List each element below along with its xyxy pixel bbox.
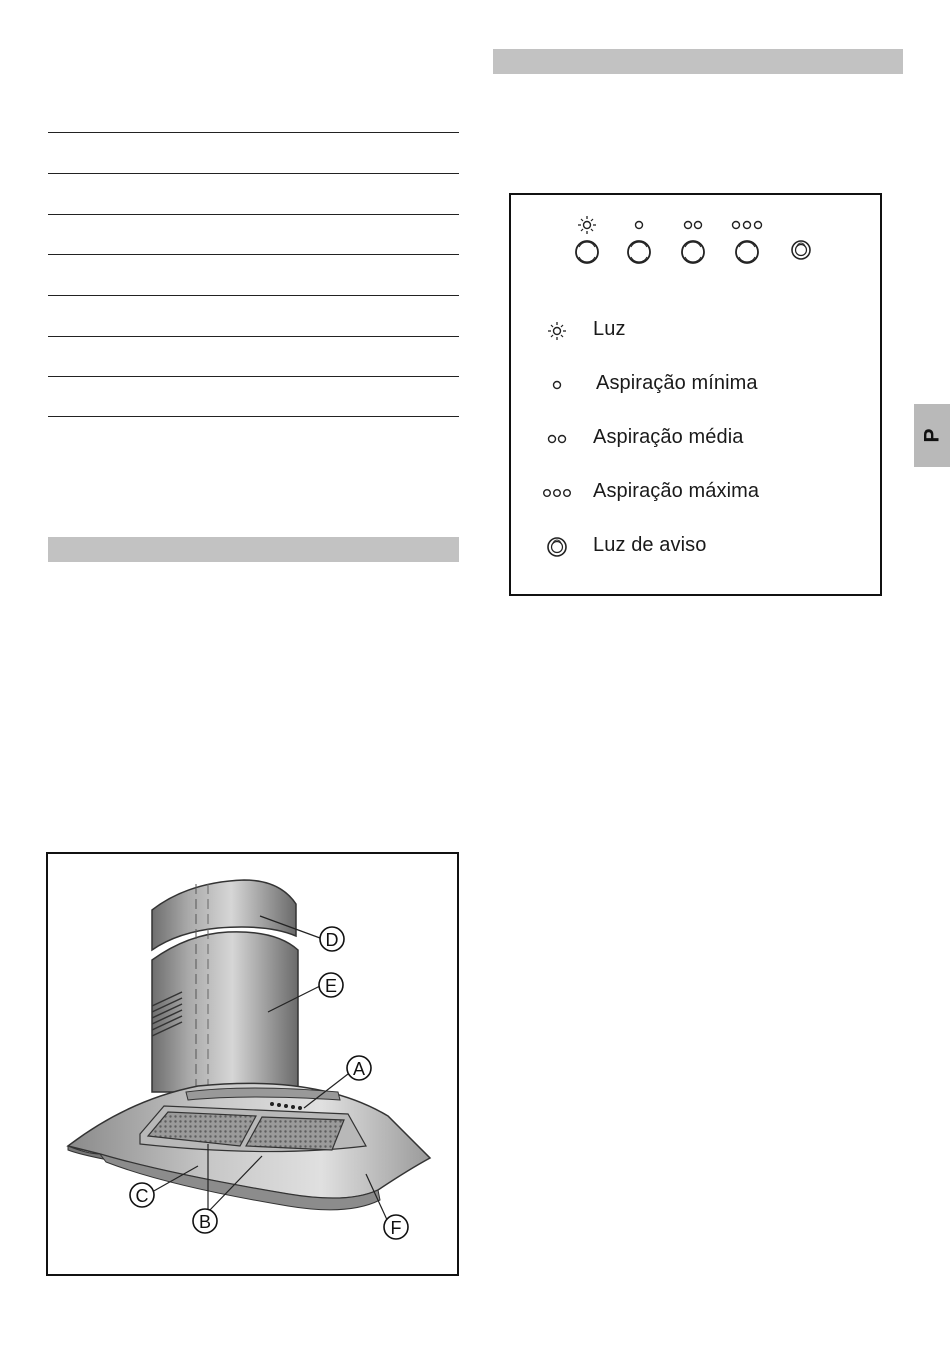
speed-3-icon xyxy=(541,481,573,505)
legend-label: Luz xyxy=(593,318,626,340)
legend-item-speed-1 xyxy=(541,370,758,400)
speed-3-button[interactable] xyxy=(736,241,758,263)
language-tab xyxy=(914,404,950,467)
rule-line xyxy=(48,336,459,337)
light-icon xyxy=(541,319,573,343)
svg-text:D: D xyxy=(325,930,339,950)
callout-b xyxy=(193,1209,217,1233)
rule-line xyxy=(48,132,459,133)
legend-item-speed-2 xyxy=(541,424,744,454)
callout-c xyxy=(130,1183,154,1207)
control-buttons-row xyxy=(511,195,880,295)
legend-item-speed-3 xyxy=(541,478,760,508)
callout-e xyxy=(319,973,343,997)
callout-f xyxy=(384,1215,408,1239)
cooker-hood-illustration xyxy=(48,854,457,1274)
speed-1-button[interactable] xyxy=(628,241,650,263)
language-tab-label: P xyxy=(920,428,943,443)
svg-text:F: F xyxy=(390,1218,402,1238)
svg-text:E: E xyxy=(324,976,338,996)
legend-label: Aspiração máxima xyxy=(593,480,760,502)
warning-light-indicator xyxy=(792,241,810,259)
rule-line xyxy=(48,254,459,255)
callout-a xyxy=(347,1056,371,1080)
speed-2-symbol-icon xyxy=(685,222,702,229)
svg-text:A: A xyxy=(352,1059,366,1079)
rule-line xyxy=(48,295,459,296)
speed-2-button[interactable] xyxy=(682,241,704,263)
speed-1-icon xyxy=(541,373,573,397)
section-header-bar-right xyxy=(493,49,903,74)
legend-item-light xyxy=(541,316,626,346)
speed-3-symbol-icon xyxy=(733,222,762,229)
control-panel-diagram xyxy=(509,193,882,596)
rule-line xyxy=(48,214,459,215)
speed-1-symbol-icon xyxy=(636,222,643,229)
legend-label: Aspiração média xyxy=(593,426,744,448)
svg-text:B: B xyxy=(198,1212,212,1232)
callout-d xyxy=(320,927,344,951)
light-symbol-icon xyxy=(578,216,596,234)
legend-label: Aspiração mínima xyxy=(596,372,758,394)
section-header-bar-left xyxy=(48,537,459,562)
legend-item-warning-light xyxy=(541,532,707,562)
rule-line xyxy=(48,376,459,377)
cooker-hood-figure xyxy=(46,852,459,1276)
light-button[interactable] xyxy=(576,241,598,263)
speed-2-icon xyxy=(541,427,573,451)
legend-label: Luz de aviso xyxy=(593,534,707,556)
svg-text:C: C xyxy=(135,1186,149,1206)
warning-light-icon xyxy=(541,535,573,559)
rule-line xyxy=(48,416,459,417)
rule-line xyxy=(48,173,459,174)
